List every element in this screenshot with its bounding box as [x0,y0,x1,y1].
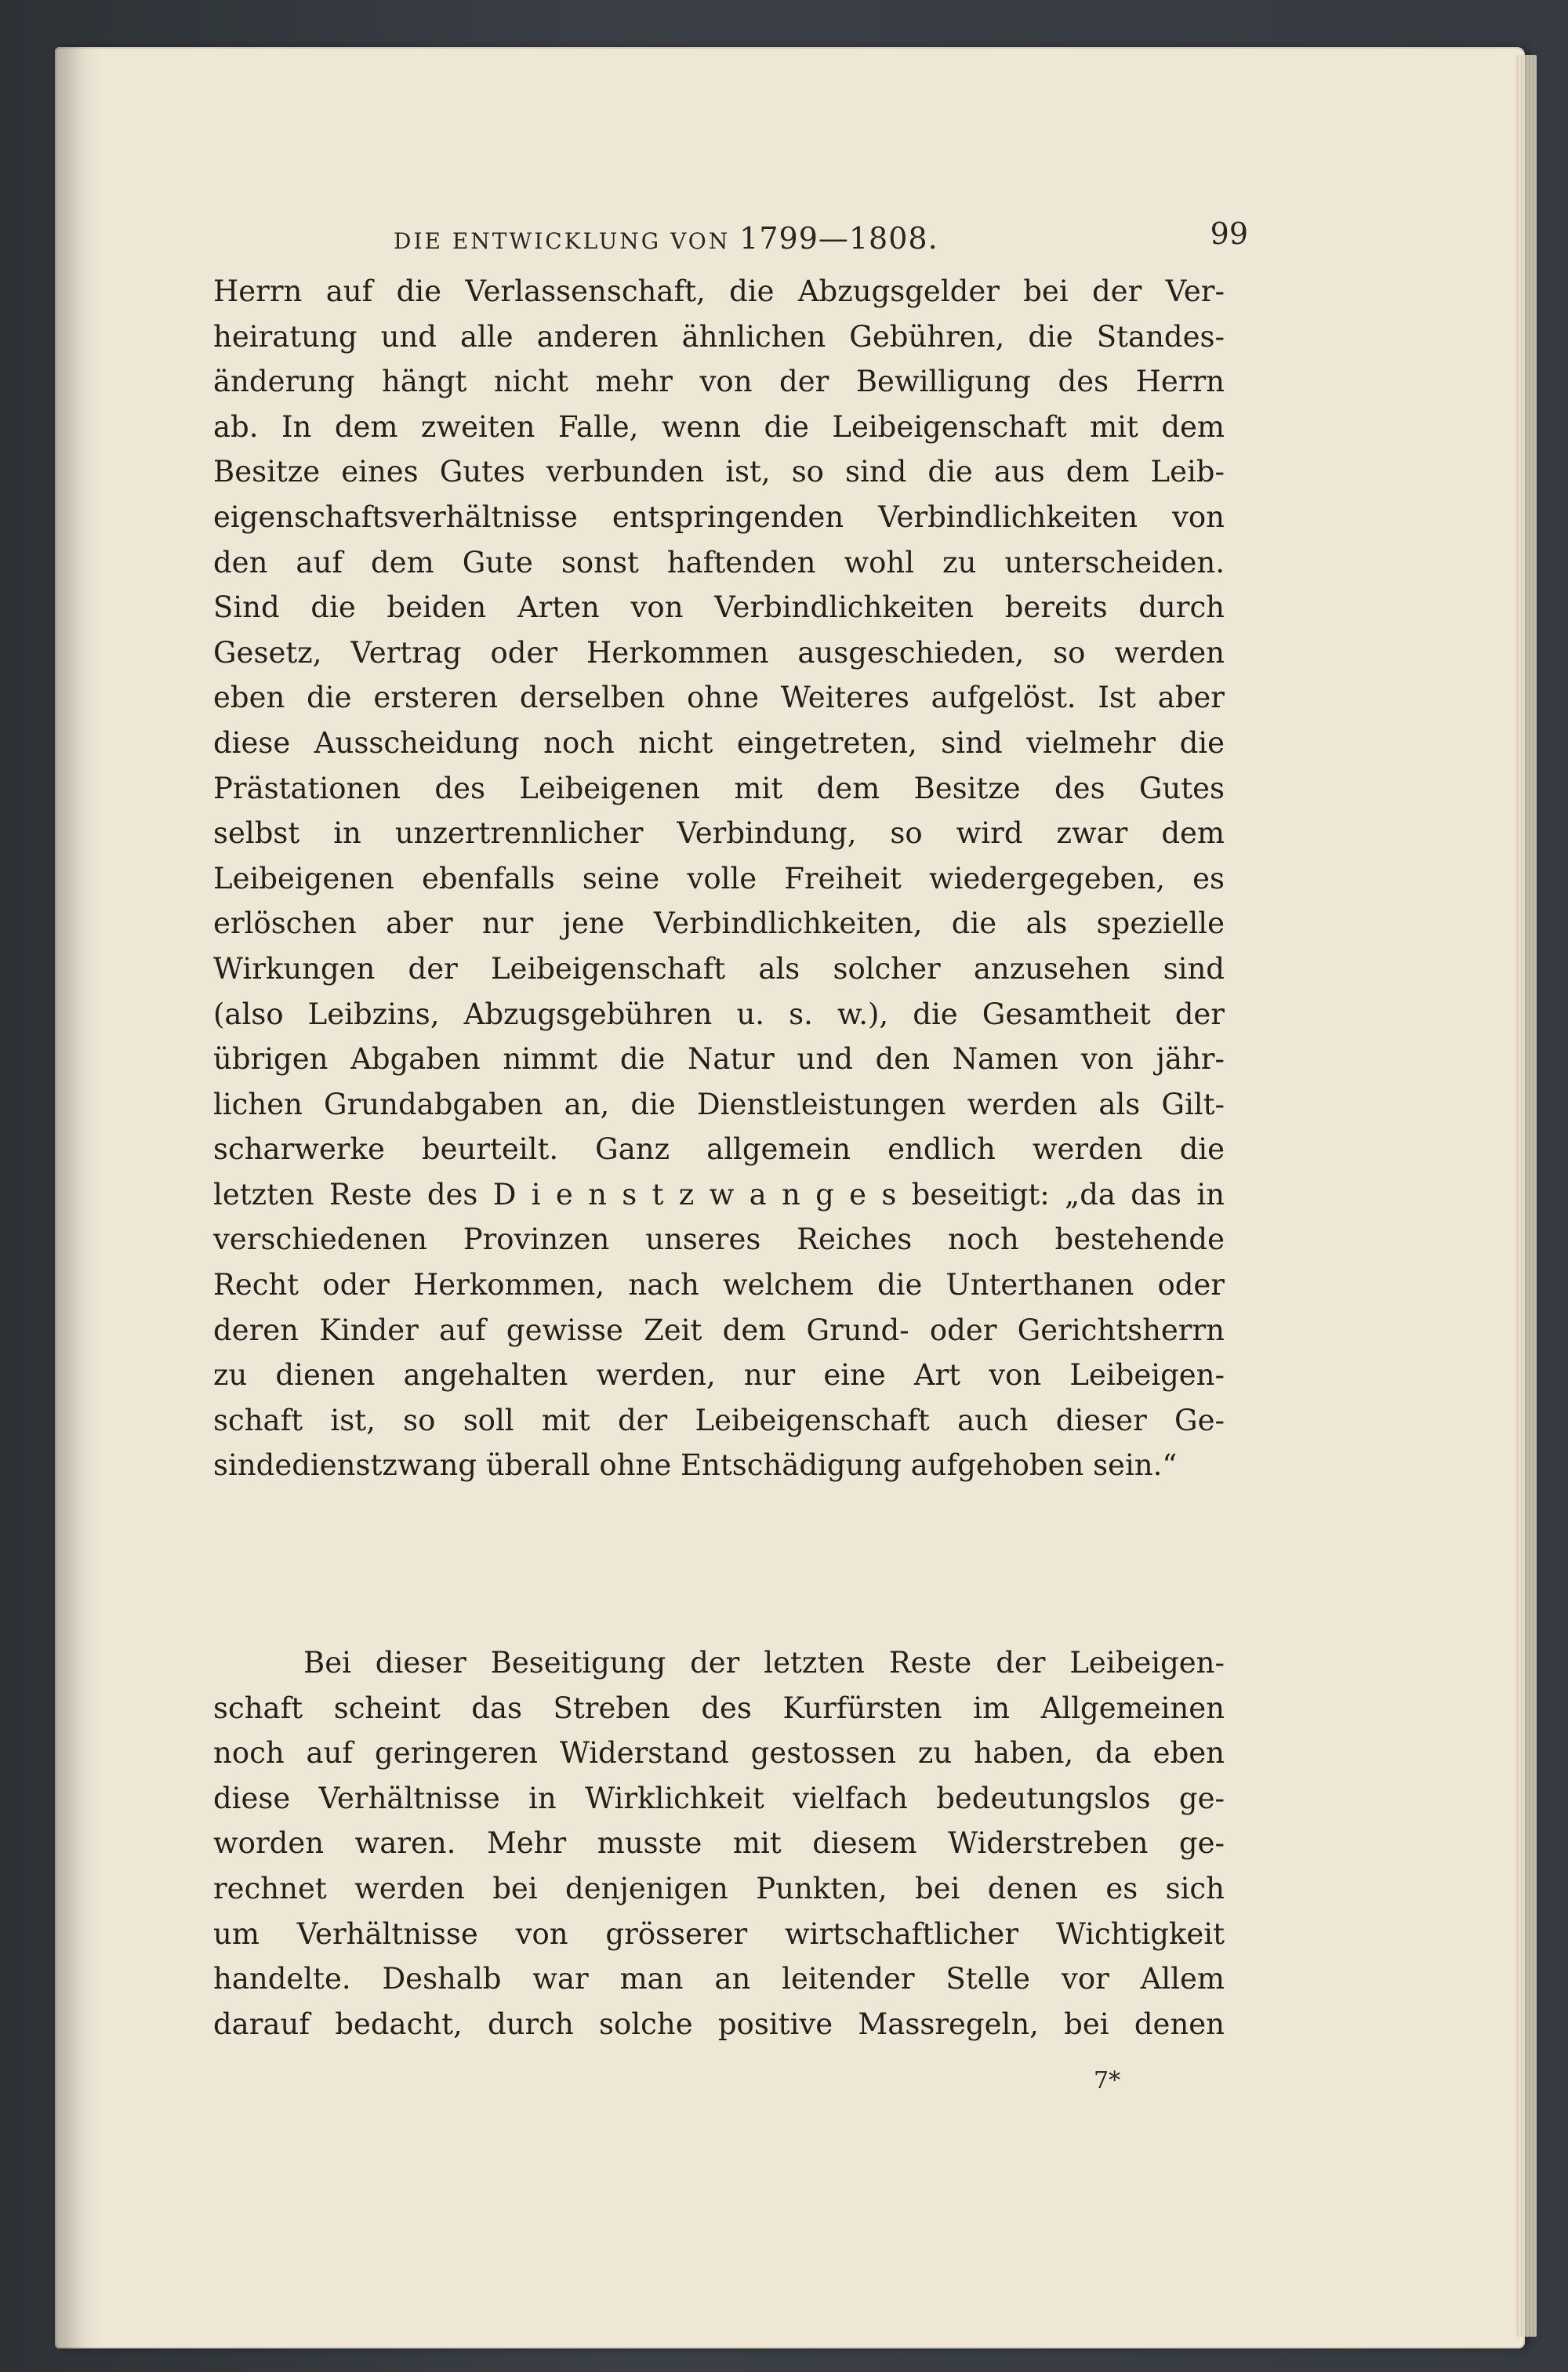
page-edge-stack [1515,55,1537,2337]
text-line: eben die ersteren derselben ohne Weiteres aufgelöst. Ist aber [213,681,1225,715]
text-line: um Verhältnisse von grösserer wirtschaftlicher Wichtigkeit [213,1916,1225,1951]
text-line: Leibeigenen ebenfalls seine volle Freiheit wiedergegeben, es [213,861,1225,895]
text-line: Prästationen des Leibeigenen mit dem Besitze des Gutes [213,771,1225,805]
text-line: selbst in unzertrennlicher Verbindung, so wird zwar dem [213,816,1225,851]
text-line: sindedienstzwang überall ohne Entschädigung aufgehoben sein.“ [213,1448,1178,1483]
text-line: Wirkungen der Leibeigenschaft als solcher anzusehen sind [213,951,1225,986]
page-number: 99 [1210,216,1248,251]
text-line: noch auf geringeren Widerstand gestossen zu haben, da eben [213,1736,1225,1771]
text-line: Bei dieser Beseitigung der letzten Reste der Leibeigen- [303,1646,1225,1680]
paragraph-2 [213,1640,1225,2047]
text-line: zu dienen angehalten werden, nur eine Art von Leibeigen- [213,1358,1225,1393]
text-line: lichen Grundabgaben an, die Dienstleistungen werden als Gilt- [213,1087,1225,1121]
text-line: diese Verhältnisse in Wirklichkeit vielfach bedeutungslos ge- [213,1781,1225,1815]
text-line: ab. In dem zweiten Falle, wenn die Leibeigenschaft mit dem [213,409,1225,444]
text-line: übrigen Abgaben nimmt die Natur und den Namen von jähr- [213,1042,1225,1077]
text-line: Sind die beiden Arten von Verbindlichkeiten bereits durch [213,590,1225,625]
text-line: Herrn auf die Verlassenschaft, die Abzugsgelder bei der Ver- [213,274,1225,308]
text-line: änderung hängt nicht mehr von der Bewilligung des Herrn [213,365,1225,399]
text-line: handelte. Deshalb war man an leitender Stelle vor Allem [213,1962,1225,1996]
text-line: schaft ist, so soll mit der Leibeigenschaft auch dieser Ge- [213,1403,1225,1437]
text-line: rechnet werden bei denjenigen Punkten, bei denen es sich [213,1871,1225,1905]
text-line: (also Leibzins, Abzugsgebühren u. s. w.), die Gesamtheit der [213,997,1225,1031]
paragraph-1 [213,269,1225,1488]
signature-mark: 7* [1094,2067,1121,2094]
text-line: eigenschaftsverhältnisse entspringenden Verbindlichkeiten von [213,499,1225,534]
text-line: deren Kinder auf gewisse Zeit dem Grund- oder Gerichtsherrn [213,1313,1225,1347]
text-line: darauf bedacht, durch solche positive Massregeln, bei denen [213,2007,1225,2041]
text-line: schaft scheint das Streben des Kurfürsten im Allgemeinen [213,1691,1225,1725]
text-line: den auf dem Gute sonst haftenden wohl zu unterscheiden. [213,545,1225,579]
text-line: letzten Reste des D i e n s t z w a n g e s beseitigt: „da das in [213,1177,1225,1211]
text-line: erlöschen aber nur jene Verbindlichkeiten, die als spezielle [213,906,1225,941]
text-line: verschiedenen Provinzen unseres Reiches noch bestehende [213,1222,1225,1257]
text-line: Recht oder Herkommen, nach welchem die Unterthanen oder [213,1268,1225,1302]
text-line: scharwerke beurteilt. Ganz allgemein endlich werden die [213,1132,1225,1167]
text-line: Gesetz, Vertrag oder Herkommen ausgeschieden, so werden [213,635,1225,670]
page-header [213,213,1248,260]
text-line: diese Ausscheidung noch nicht eingetreten, sind vielmehr die [213,725,1225,760]
running-head-title: DIE ENTWICKLUNG VON [394,228,731,254]
running-head [394,221,938,256]
page-gutter-shadow [55,47,102,2348]
text-line: Besitze eines Gutes verbunden ist, so sind die aus dem Leib- [213,455,1225,489]
text-line: heiratung und alle anderen ähnlichen Gebühren, die Standes- [213,319,1225,354]
text-line: worden waren. Mehr musste mit diesem Widerstreben ge- [213,1826,1225,1861]
running-head-years: 1799—1808. [739,221,938,256]
